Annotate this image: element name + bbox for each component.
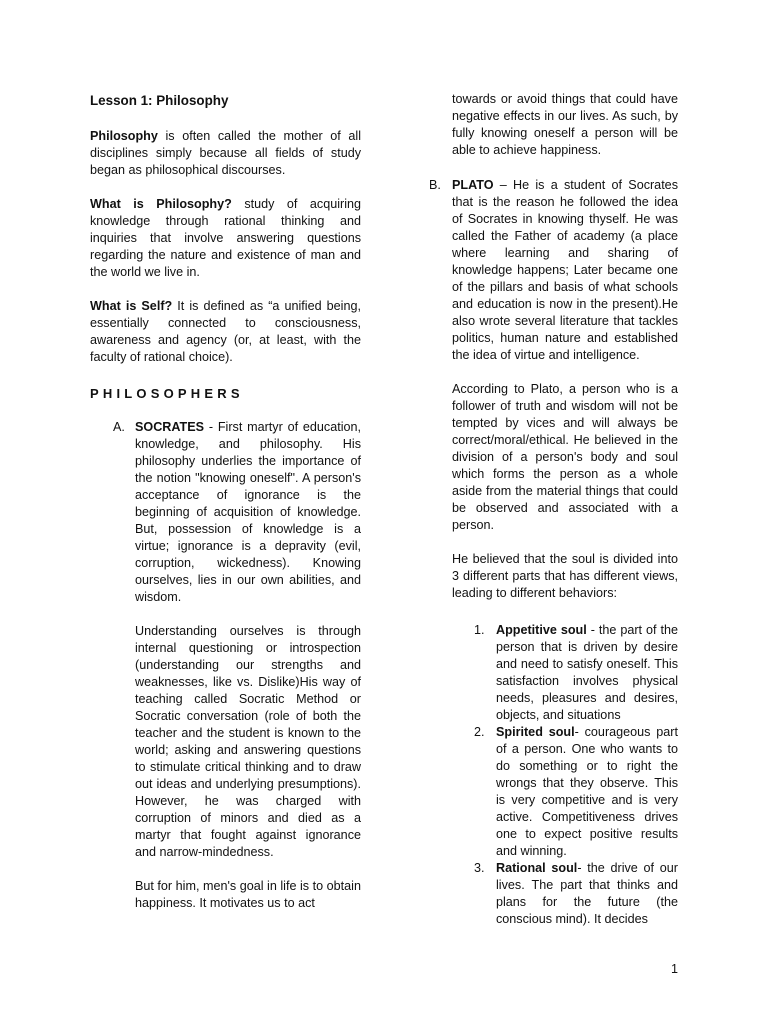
socrates-paragraph-1 [135, 419, 361, 606]
what-is-philosophy-text: study of acquiring knowledge through rational thinking and inquiries that involve answering questions regarding the nature and existence of man and the world we live in. [90, 197, 361, 279]
soul-text: - the drive of our lives. The part that thinks and plans for the future (the conscious mind). It decides [496, 861, 678, 926]
soul-term: Spirited soul [496, 725, 575, 739]
intro-paragraph [90, 128, 361, 179]
socrates-paragraph-3-continued: towards or avoid things that could have negative effects in our lives. As such, by fully knowing oneself a person will be able to achieve happiness. [452, 92, 678, 157]
socrates-text-1: - First martyr of education, knowledge, and philosophy. His philosophy underlies the importance of the notion "knowing oneself". A person's acceptance of ignorance is the beginning of acquisition of knowledge. But, possession of knowledge is a virtue; ignorance is a depravity (evil, corruption, wickedness). Knowing ourselves, lies in our own abilities, and wisdom. [135, 420, 361, 604]
what-is-philosophy-term: What is Philosophy? [90, 197, 232, 211]
soul-description [496, 724, 678, 860]
plato-text-1: – He is a student of Socrates that is the reason he followed the idea of Socrates in knowing thyself. He was called the Father of academy (a place where learning and sharing of knowledge happens; Later became one of the pillars and basis of what schools and education is now in the present).He also wrote several literature that tackles politics, human nature and established the idea of virtue and intelligence. [452, 178, 678, 362]
philosophers-heading: PHILOSOPHERS [90, 386, 244, 401]
plato-paragraph-2: According to Plato, a person who is a follower of truth and wisdom will not be tempted by vices and will always be correct/moral/ethical. He believed in the division of a person's body and soul which forms the person as a whole aside from the material things that could be observed and associated with a person. [452, 382, 678, 532]
soul-description [496, 860, 678, 928]
plato-section [452, 177, 678, 602]
socrates-marker: A. [113, 420, 125, 434]
what-is-philosophy-paragraph [90, 196, 361, 281]
soul-description [496, 622, 678, 724]
socrates-name: SOCRATES [135, 420, 205, 434]
page-title: Lesson 1: Philosophy [90, 93, 229, 108]
socrates-paragraph-3: But for him, men's goal in life is to obtain happiness. It motivates us to act [135, 879, 361, 910]
plato-name: PLATO [452, 178, 494, 192]
soul-number: 3. [474, 861, 485, 875]
socrates-section [135, 419, 361, 912]
soul-number: 1. [474, 623, 485, 637]
intro-term: Philosophy [90, 129, 158, 143]
soul-text: - the part of the person that is driven by desire and need to satisfy oneself. This satisfaction involves physical needs, pleasures and desires, objects, and situations [496, 623, 678, 722]
plato-marker: B. [429, 178, 441, 192]
intro-text: is often called the mother of all disciplines simply because all fields of study began as philosophical discourses. [90, 129, 361, 177]
soul-list-item [474, 724, 678, 860]
socrates-paragraph-2: Understanding ourselves is through internal questioning or introspection (understanding our strengths and weaknesses, like vs. Dislike)His way of teaching called Socratic Method or Socratic conversation (role of both the teacher and the student is known to the world; asking and answering questions to stimulate critical thinking and to draw out ideas and underlying presumptions). However, he was charged with corruption of minors and died as a martyr that fought against ignorance and narrow-mindedness. [135, 624, 361, 859]
plato-paragraph-1 [452, 177, 678, 364]
soul-number: 2. [474, 725, 485, 739]
plato-paragraph-3: He believed that the soul is divided into 3 different parts that has different views, leading to different behaviors: [452, 552, 678, 600]
what-is-self-paragraph [90, 298, 361, 366]
soul-term: Appetitive soul [496, 623, 587, 637]
soul-list-item [474, 860, 678, 928]
what-is-self-text: It is defined as “a unified being, essentially connected to consciousness, awareness and agency (or, at least, with the faculty of rational choice). [90, 299, 361, 364]
soul-term: Rational soul [496, 861, 578, 875]
soul-list [474, 622, 678, 928]
soul-list-item [474, 622, 678, 724]
what-is-self-term: What is Self? [90, 299, 173, 313]
soul-text: - courageous part of a person. One who wants to do something or to right the wrongs that they observe. This is very competitive and is very active. Competitiveness drives one to expect positive results and winning. [496, 725, 678, 858]
page-number: 1 [670, 962, 678, 976]
